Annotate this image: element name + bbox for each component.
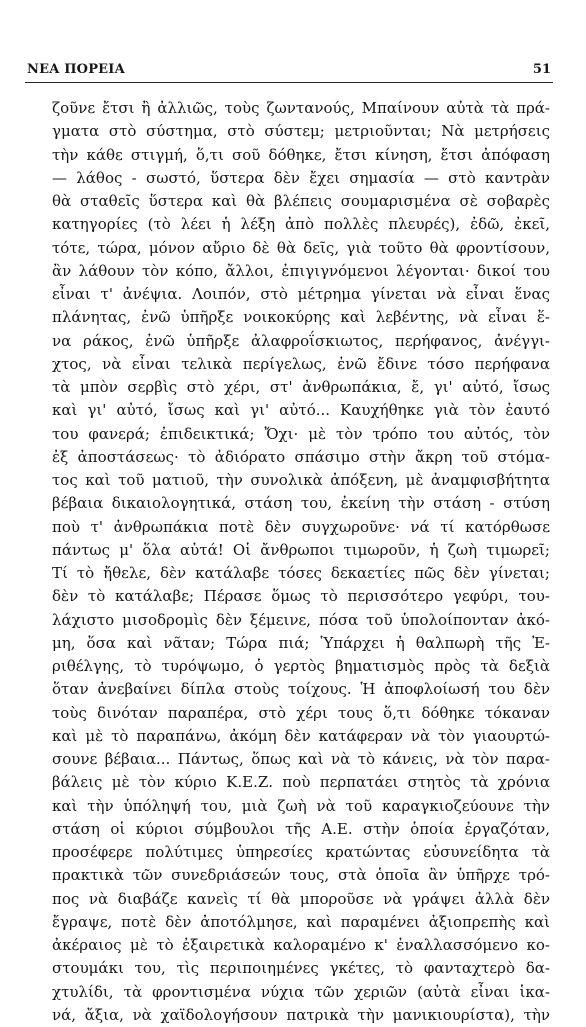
text-line: θὰ σταθεῖς ὕστερα καὶ θὰ βλέπεις σουμαρισμένα σὲ σοβαρὲς xyxy=(52,192,550,210)
text-line: στάση οἱ κύριοι σύμβουλοι τῆς Α.Ε. στὴν ὁποία ἐργαζόταν, xyxy=(52,819,550,838)
text-line: δὲν τὸ κατάλαβε; Πέρασε ὅμως τὸ περισσότερο γεφύρι, του- xyxy=(52,587,550,606)
text-line: κατηγορίες (τὸ λέει ἡ λέξη ἀπὸ πολλὲς πλευρές), ἐδῶ, ἐκεῖ, xyxy=(52,215,550,234)
text-line: ἐξ ἀποστάσεως· τὸ ἀδιόρατο σπάσιμο στὴν ἄκρη τοῦ στόμα- xyxy=(52,447,550,466)
text-line: ἀκέραιος μὲ τὸ ἐξαιρετικὰ καλοραμένο κ' ἐναλλασσόμενο κο- xyxy=(52,936,550,954)
text-line: καὶ μὲ τὸ παραπάνω, ἀκόμη δὲν κατάφεραν νὰ τὸν γιαουρτώ- xyxy=(52,726,550,745)
text-line: τότε, τώρα, μόνον αὔριο δὲ θὰ δεῖς, γιὰ τοῦτο θὰ φροντίσουν, xyxy=(52,238,550,257)
page-number: 51 xyxy=(532,62,551,77)
text-line: ἂν λάθουν τὸν κόπο, ἄλλοι, ἐπιγιγνόμενοι λέγονται· δικοί του xyxy=(52,261,550,280)
text-line: ἔγραψε, ποτὲ δὲν ἀποτόλμησε, καὶ παραμένει ἀξιοπρεπὴς καὶ xyxy=(52,912,550,931)
text-line: του φανερά; ἐπιδεικτικά; Ὄχι· μὲ τὸν τρόπο του αὐτός, τὸν xyxy=(52,424,550,443)
running-title: ΝΕΑ ΠΟΡΕΙΑ xyxy=(27,62,125,77)
text-line: καὶ γι' αὐτό, ἴσως καὶ γι' αὐτό... Καυχήθηκε γιὰ τὸν ἑαυτό xyxy=(52,401,550,420)
text-line: ὅταν ἀνεβαίνει δίπλα στοὺς τοίχους. Ἡ ἀποφλοίωσή του δὲν xyxy=(52,680,550,699)
body-text xyxy=(52,97,550,1027)
text-line: καὶ τὴν ὑπόληψή του, μιὰ ζωὴ νὰ τοῦ καραγκιοζεύουνε τὴν xyxy=(52,796,550,815)
text-line: στουμάκι του, τὶς περιποιημένες γκέτες, τὸ φανταχτερὸ δα- xyxy=(52,959,550,978)
text-line: λάχιστο μισοδρομὶς δὲν ξέμεινε, πόσα τοῦ ὑπολοίπονταν ἀκό- xyxy=(52,610,550,629)
text-line: τὴν κάθε στιγμή, ὅ,τι σοῦ δόθηκε, ἔτσι κίνηση, ἔτσι ἀπόφαση xyxy=(52,145,550,164)
text-line: χτυλίδι, τὰ φροντισμένα νύχια τῶν χεριῶν (αὐτὰ εἶναι ἱκα- xyxy=(52,982,550,1001)
text-line: ποὺ τ' ἀνθρωπάκια ποτὲ δὲν συγχωροῦνε· νά τί κατόρθωσε xyxy=(52,517,550,536)
text-line: προσέφερε πολύτιμες ὑπηρεσίες κρατώντας εὐσυνείδητα τὰ xyxy=(52,843,550,861)
text-line: τὰ μπὸν σερβὶς στὸ χέρι, στ' ἀνθρωπάκια, ἔ, γι' αὐτό, ἴσως xyxy=(52,378,550,396)
text-line: πρακτικὰ τῶν συνεδριάσεών τους, στὰ ὁποῖα ἂν ὑπῆρχε τρό- xyxy=(52,866,550,885)
text-line: βάλεις μὲ τὸν κύριο Κ.Ε.Ζ. ποὺ περπατάει στητὸς τὰ χρόνια xyxy=(52,773,550,792)
text-line: μη, ὅσα καὶ νᾶταν; Τώρα πιά; Ὑπάρχει ἡ θαλπωρὴ τῆς Ἐ- xyxy=(52,633,550,652)
text-line: ριθέλγης, τὸ τυρόψωμο, ὁ γερτὸς βηματισμὸς πρὸς τὰ δεξιὰ xyxy=(52,657,550,675)
text-line: σουνε βέβαια... Πάντως, ὅπως καὶ νὰ τὸ κάνεις, νὰ τὸν παρα- xyxy=(52,750,550,768)
text-line: νά, ἄξια, νὰ χαϊδολογήσουν πατρικὰ τὴν μανικιουρίστα), τὴν xyxy=(52,1005,550,1024)
text-line: εἶναι τ' ἀνέψια. Λοιπόν, στὸ μέτρημα γίνεται νὰ εἶναι ἕνας xyxy=(52,285,550,303)
text-line: — λάθος - σωστό, ὕστερα δὲν ἔχει σημασία — στὸ καντρὰν xyxy=(52,168,550,187)
text-line: βέβαια δικαιολογητικά, στάση του, ἐκείνη τὴν στάση - στύση xyxy=(52,494,550,513)
text-line: ζοῦνε ἔτσι ἢ ἀλλιῶς, τοὺς ζωντανούς, Μπαίνουν αὐτὰ τὰ πρά- xyxy=(52,99,550,117)
text-line: γματα στὸ σύστημα, στὸ σύστεμ; μετριοῦνται; Νὰ μετρήσεις xyxy=(52,122,550,141)
text-line: πλάνητας, ἐνῶ ὑπῆρξε νοικοκύρης καὶ λεβέντης, νὰ εἶναι ἕ- xyxy=(52,308,550,327)
text-line: τος καὶ τοῦ ματιοῦ, τὴν συνολικὰ ἀπόξενη, μὲ ἀναμφισβήτητα xyxy=(52,471,550,489)
text-line: πος νὰ διαβάζε κανεὶς τί θὰ μποροῦσε νὰ γράψει ἀλλὰ δὲν xyxy=(52,889,550,908)
text-line: πάντως μ' ὅλα αὐτά! Οἱ ἄνθρωποι τιμωροῦν, ἡ ζωὴ τιμωρεῖ; xyxy=(52,540,550,559)
text-line: Τί τὸ ἤθελε, δὲν κατάλαβε τόσες δεκαετίες πῶς δὲν γίνεται; xyxy=(52,564,550,582)
text-line: τοὺς δινόταν παραπέρα, στὸ χέρι τους ὅ,τι δόθηκε τόκαναν xyxy=(52,703,550,722)
text-line: χτος, νὰ εἶναι τελικὰ περίγελως, ἐνῶ ἔδινε τόσο περήφανα xyxy=(52,354,550,373)
text-line: να ράκος, ἐνῶ ὑπῆρξε ἀλαφροΐσκιωτος, περήφανος, ἀνέγγι- xyxy=(52,331,550,350)
page-header xyxy=(25,52,553,83)
